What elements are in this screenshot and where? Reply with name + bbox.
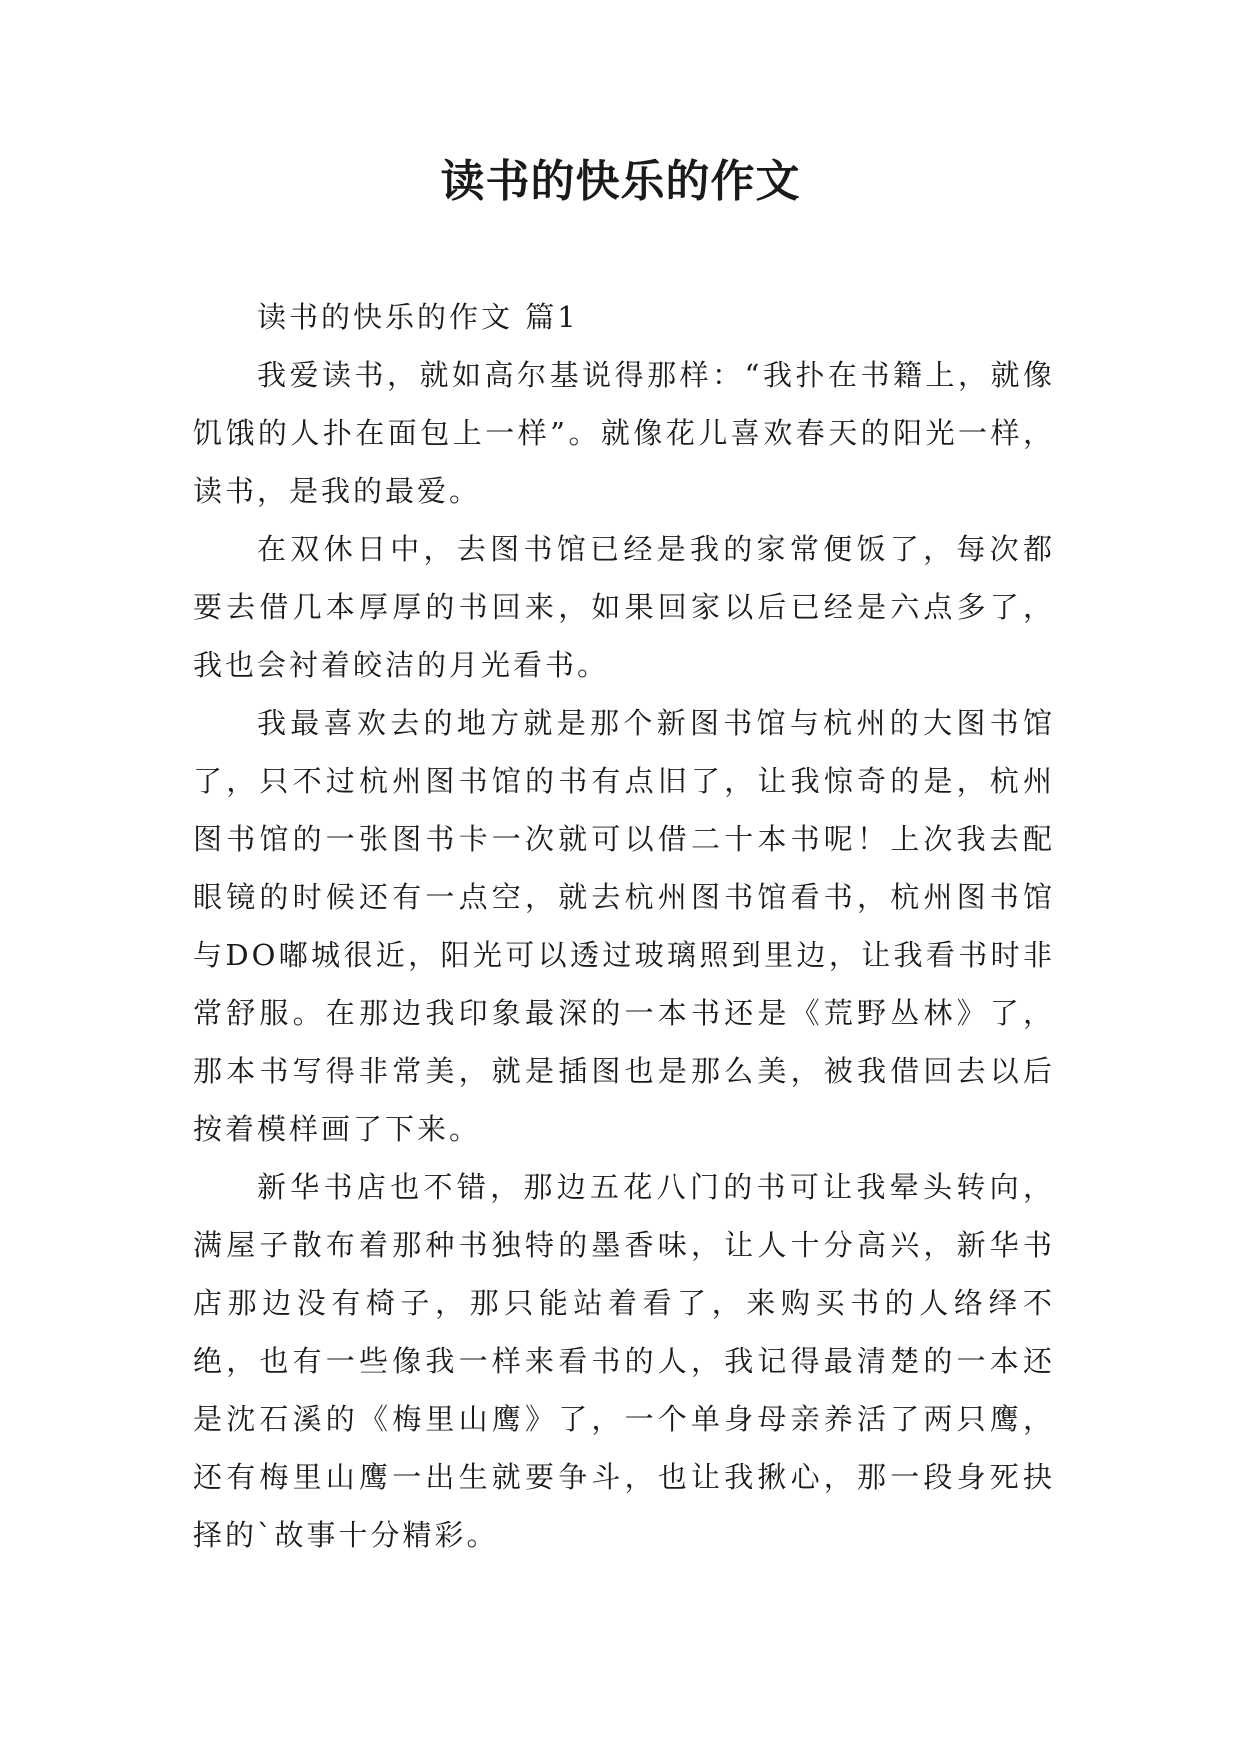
document-body xyxy=(193,288,1055,1564)
body-paragraph: 我爱读书，就如高尔基说得那样：“我扑在书籍上，就像饥饿的人扑在面包上一样”。就像花儿喜欢春天的阳光一样，读书，是我的最爱。 xyxy=(193,358,1055,508)
body-paragraph: 我最喜欢去的地方就是那个新图书馆与杭州的大图书馆了，只不过杭州图书馆的书有点旧了，让我惊奇的是，杭州图书馆的一张图书卡一次就可以借二十本书呢！上次我去配眼镜的时候还有一点空，就去杭州图书馆看书，杭州图书馆与DO嘟城很近，阳光可以透过玻璃照到里边，让我看书时非常舒服。在那边我印象最深的一本书还是《荒野丛林》了，那本书写得非常美，就是插图也是那么美，被我借回去以后按着模样画了下来。 xyxy=(193,706,1055,1146)
body-paragraph: 在双休日中，去图书馆已经是我的家常便饭了，每次都要去借几本厚厚的书回来，如果回家以后已经是六点多了，我也会衬着皎洁的月光看书。 xyxy=(193,532,1055,682)
body-paragraph: 新华书店也不错，那边五花八门的书可让我晕头转向，满屋子散布着那种书独特的墨香味，让人十分高兴，新华书店那边没有椅子，那只能站着看了，来购买书的人络绎不绝，也有一些像我一样来看书的人，我记得最清楚的一本还是沈石溪的《梅里山鹰》了，一个单身母亲养活了两只鹰，还有梅里山鹰一出生就要争斗，也让我揪心，那一段身死抉择的`故事十分精彩。 xyxy=(193,1170,1055,1552)
document-title: 读书的快乐的作文 xyxy=(440,156,801,207)
section-heading: 读书的快乐的作文 篇1 xyxy=(257,300,579,334)
